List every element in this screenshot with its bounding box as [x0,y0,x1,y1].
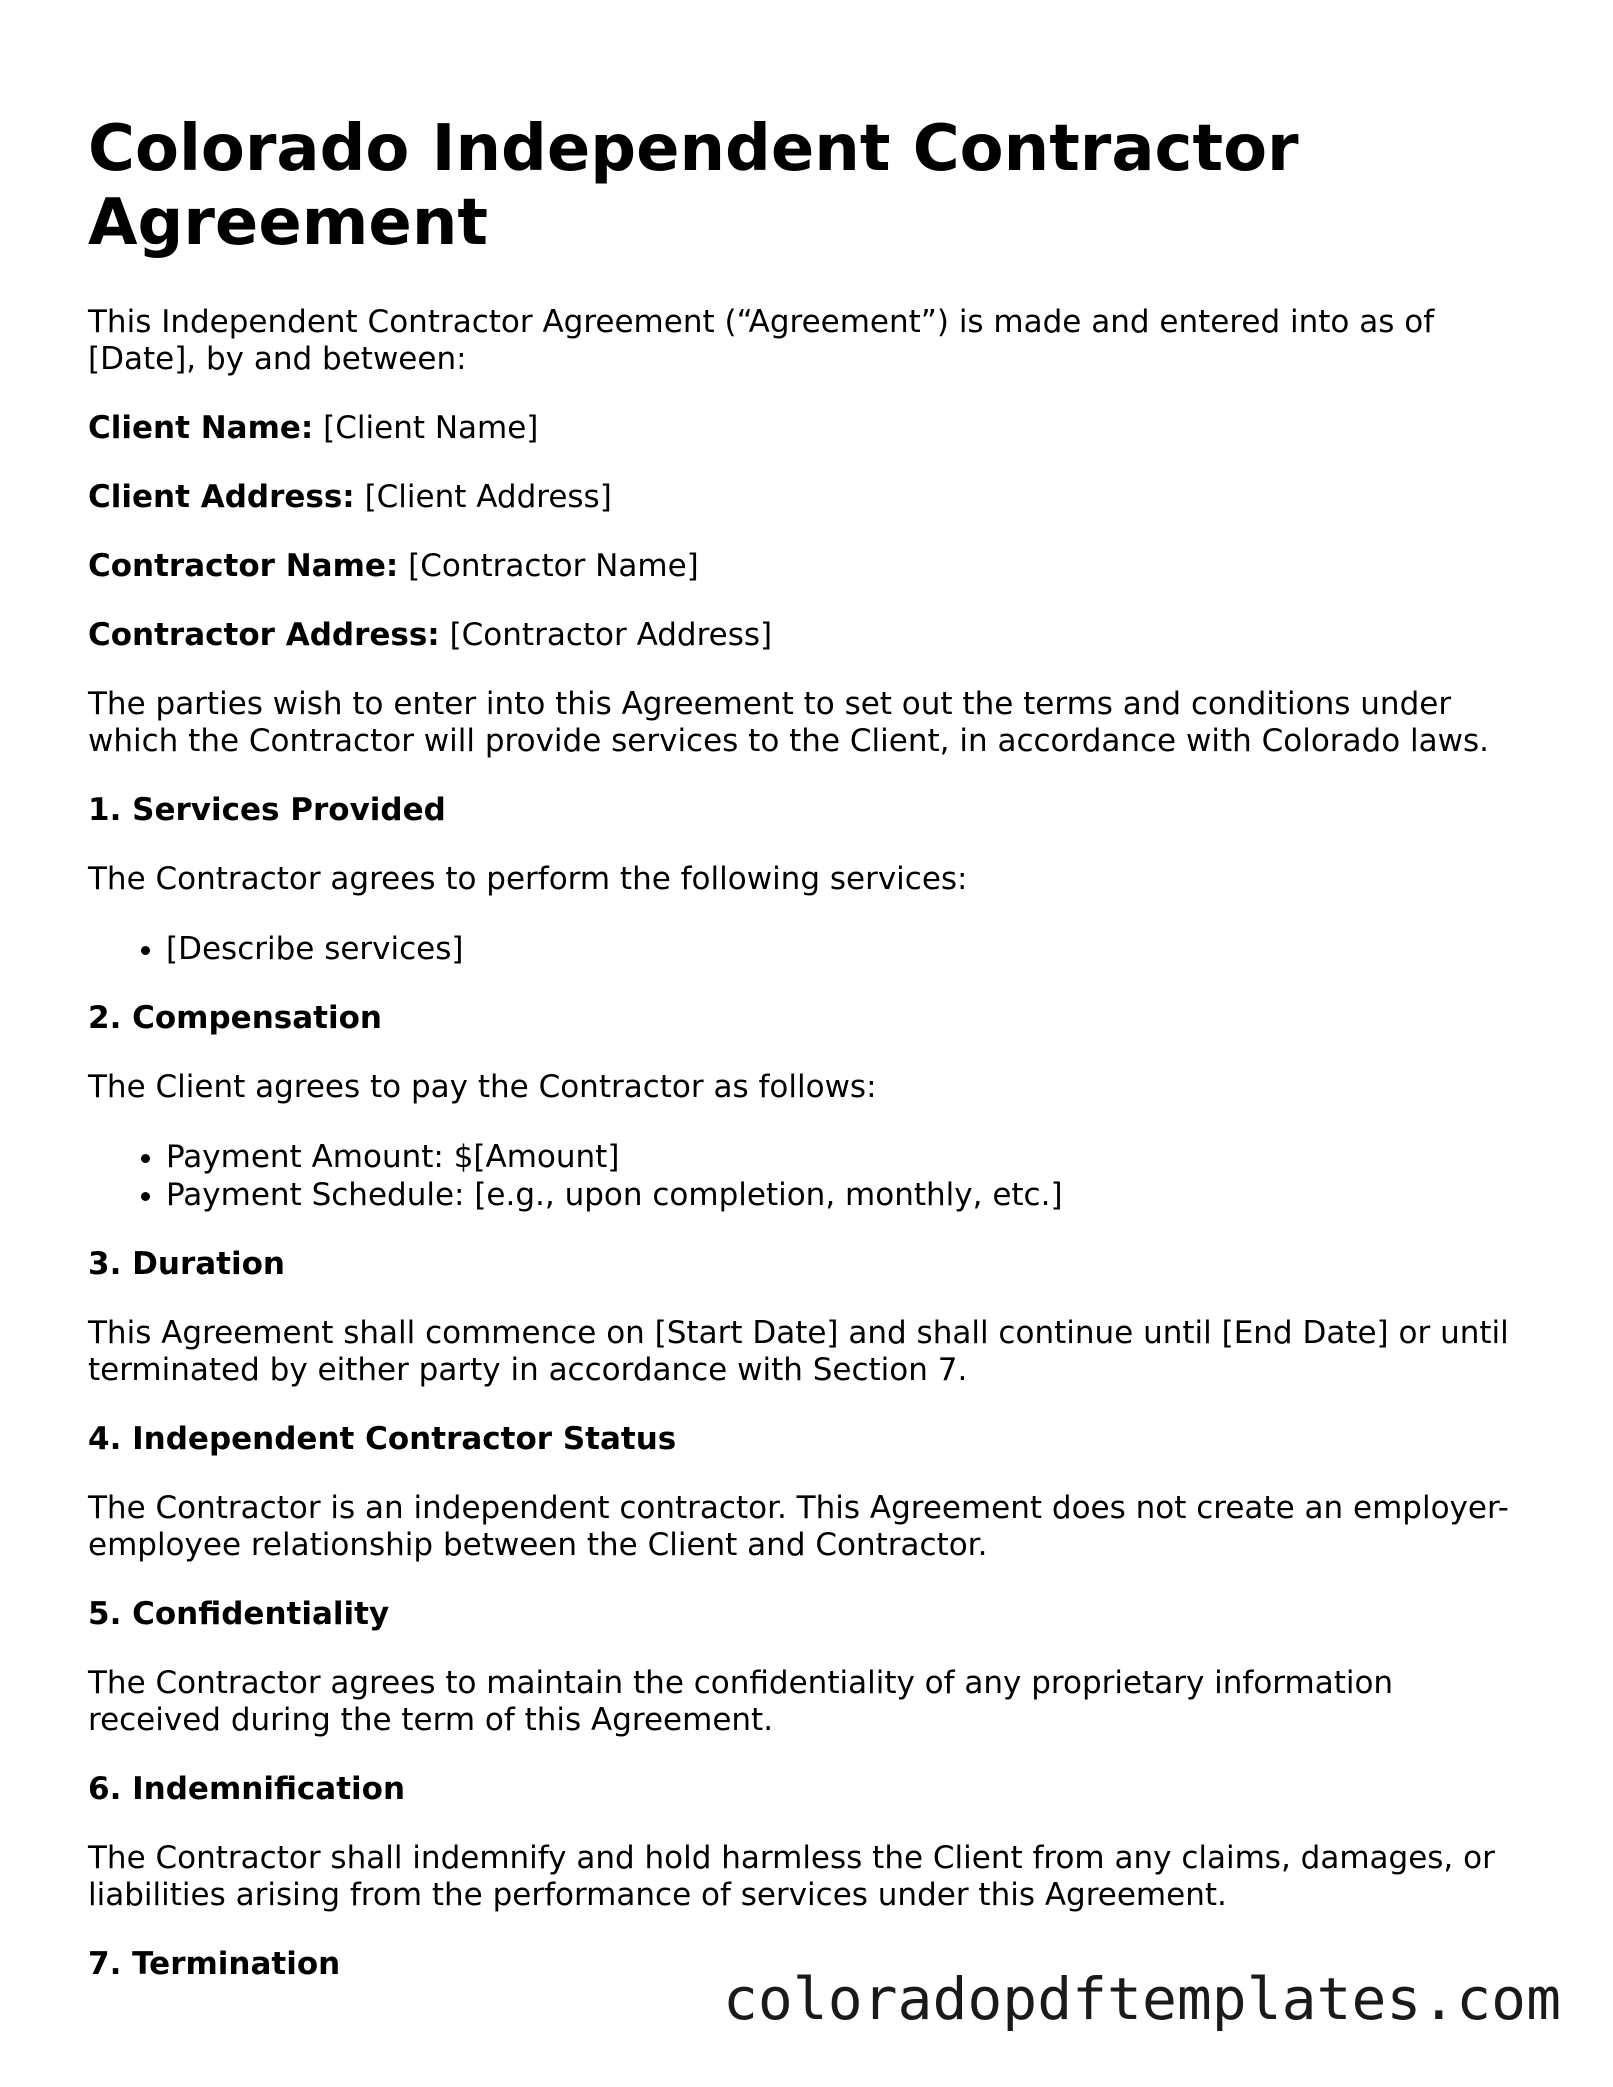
section-heading: 7. Termination [88,1946,341,1982]
section-indemnification [88,1771,1528,1914]
list-item: • Payment Schedule: [e.g., upon completion, monthly, etc.] [166,1176,1528,1214]
section-contractor-status [88,1421,1528,1564]
site-watermark: coloradopdftemplates.com [722,1965,1561,2033]
list-item: • Payment Amount: $[Amount] [166,1138,1528,1176]
party-contractor-name [88,548,1528,585]
field-label: Contractor Name: [88,548,399,584]
section-heading: 4. Independent Contractor Status [88,1421,677,1457]
field-value: [Contractor Address] [449,617,773,653]
field-label: Client Address: [88,479,355,515]
section-compensation [88,1000,1528,1214]
field-value: [Client Address] [364,479,612,515]
section-text: The Contractor agrees to maintain the confidentiality of any proprietary information received during the term of this Agreement. [88,1665,1394,1738]
section-confidentiality [88,1596,1528,1739]
party-client-name [88,410,1528,447]
section-heading: 3. Duration [88,1246,285,1282]
section-text: The Contractor is an independent contractor. This Agreement does not create an employer-employee relationship between the Client and Contractor. [88,1490,1509,1563]
section-heading: 6. Indemnification [88,1771,406,1807]
field-label: Contractor Address: [88,617,440,653]
section-text: The Client agrees to pay the Contractor as follows: [88,1069,877,1105]
field-label: Client Name: [88,410,314,446]
document-page [88,112,1528,2015]
party-contractor-address [88,617,1528,654]
field-value: [Contractor Name] [408,548,699,584]
section-services [88,792,1528,968]
services-list [88,930,1528,968]
field-value: [Client Name] [323,410,539,446]
section-heading: 2. Compensation [88,1000,382,1036]
document-title: Colorado Independent Contractor Agreement [88,112,1299,260]
section-text: The Contractor agrees to perform the following services: [88,861,968,897]
purpose-paragraph: The parties wish to enter into this Agreement to set out the terms and conditions under which the Contractor will provide services to the Client, in accordance with Colorado laws. [88,686,1490,759]
list-item: • [Describe services] [166,930,1528,968]
section-duration [88,1246,1528,1389]
compensation-list [88,1138,1528,1214]
section-heading: 1. Services Provided [88,792,446,828]
intro-paragraph: This Independent Contractor Agreement (“Agreement”) is made and entered into as of [Date], by and between: [88,304,1435,377]
section-text: The Contractor shall indemnify and hold harmless the Client from any claims, damages, or liabilities arising from the performance of services under this Agreement. [88,1840,1495,1913]
section-heading: 5. Confidentiality [88,1596,390,1632]
party-client-address [88,479,1528,516]
section-text: This Agreement shall commence on [Start Date] and shall continue until [End Date] or until terminated by either party in accordance with Section 7. [88,1315,1509,1388]
